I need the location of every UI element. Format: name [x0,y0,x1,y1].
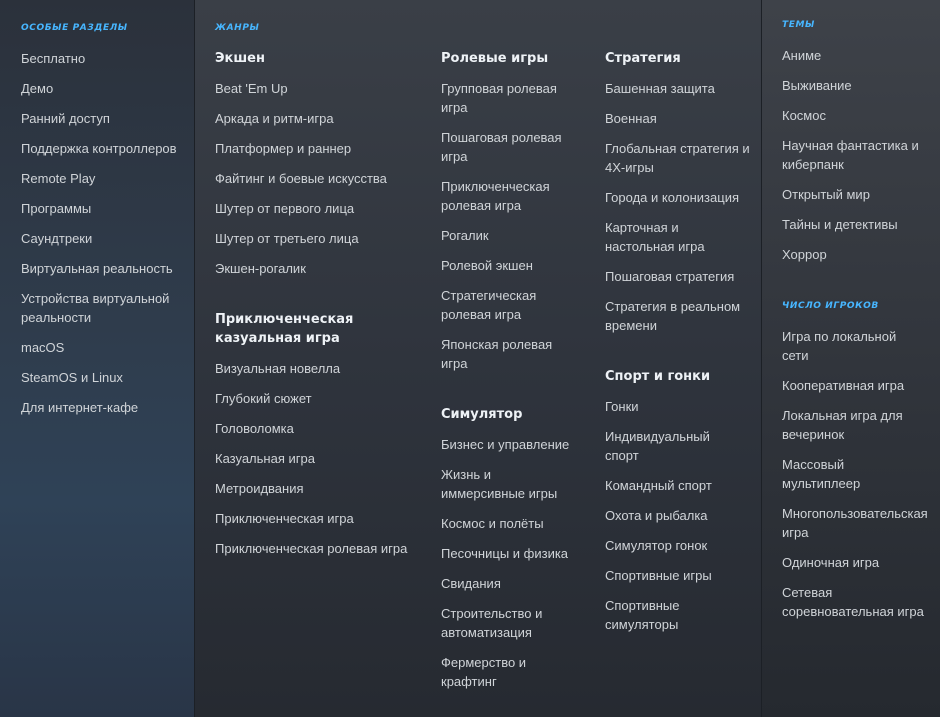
special-item-steamos-linux[interactable]: SteamOS и Linux [21,370,123,385]
genre-item-tps[interactable]: Шутер от третьего лица [215,231,359,246]
genre-item-party-rpg[interactable]: Групповая ролевая игра [441,81,557,115]
special-item-software[interactable]: Программы [21,201,92,216]
genre-item-casual[interactable]: Казуальная игра [215,451,315,466]
theme-item-scifi-cyberpunk[interactable]: Научная фантастика и киберпанк [782,138,919,172]
genre-item-business[interactable]: Бизнес и управление [441,437,570,452]
genre-item-hunting-fishing[interactable]: Охота и рыбалка [605,508,708,523]
theme-item-horror[interactable]: Хоррор [782,247,827,262]
genre-item-life-sim[interactable]: Жизнь и иммерсивные игры [441,467,558,501]
genre-item-rts[interactable]: Стратегия в реальном времени [605,299,741,333]
special-item-macos[interactable]: macOS [21,340,65,355]
genres-heading: ЖАНРЫ [215,23,260,33]
special-item-soundtracks[interactable]: Саундтреки [21,231,93,246]
genre-item-sports-sims[interactable]: Спортивные симуляторы [605,598,680,632]
players-item-coop[interactable]: Кооперативная игра [782,378,905,393]
genre-item-sports-games[interactable]: Спортивные игры [605,568,712,583]
divider [761,0,762,717]
theme-item-mystery-detective[interactable]: Тайны и детективы [782,217,898,232]
divider [194,0,195,717]
genre-item-adventure[interactable]: Приключенческая игра [215,511,354,526]
genre-item-story-rich[interactable]: Глубокий сюжет [215,391,312,406]
genre-category-strategy[interactable]: Стратегия [605,51,681,66]
genre-item-card-board[interactable]: Карточная и настольная игра [605,220,705,254]
genre-item-building-automation[interactable]: Строительство и автоматизация [441,606,543,640]
special-item-controller-support[interactable]: Поддержка контроллеров [21,141,177,156]
genre-item-platformer-runner[interactable]: Платформер и раннер [215,141,352,156]
genre-category-sports-racing[interactable]: Спорт и гонки [605,369,711,384]
theme-item-survival[interactable]: Выживание [782,78,852,93]
players-item-online-competitive[interactable]: Сетевая соревновательная игра [782,585,924,619]
genre-item-visual-novel[interactable]: Визуальная новелла [215,361,341,376]
genre-item-turn-based-rpg[interactable]: Пошаговая ролевая игра [441,130,562,164]
genre-item-jrpg[interactable]: Японская ролевая игра [441,337,553,371]
theme-item-anime[interactable]: Аниме [782,48,822,63]
genre-item-action-roguelike[interactable]: Экшен-рогалик [215,261,306,276]
genre-item-military[interactable]: Военная [605,111,657,126]
special-sections-panel [0,0,194,717]
genre-item-strategy-rpg[interactable]: Стратегическая ролевая игра [441,288,537,322]
genre-item-arcade-rhythm[interactable]: Аркада и ритм-игра [215,111,334,126]
special-item-vr[interactable]: Виртуальная реальность [21,261,173,276]
players-item-singleplayer[interactable]: Одиночная игра [782,555,880,570]
players-heading: ЧИСЛО ИГРОКОВ [782,301,879,311]
players-item-mmo[interactable]: Массовый мультиплеер [782,457,861,491]
genre-item-team-sports[interactable]: Командный спорт [605,478,712,493]
theme-item-space[interactable]: Космос [782,108,826,123]
genre-item-racing[interactable]: Гонки [605,399,639,414]
genre-item-metroidvania[interactable]: Метроидвания [215,481,304,496]
genre-item-individual-sports[interactable]: Индивидуальный спорт [605,429,710,463]
special-item-demo[interactable]: Демо [21,81,54,96]
genre-item-sandbox-physics[interactable]: Песочницы и физика [441,546,569,561]
genre-item-turn-based-strategy[interactable]: Пошаговая стратегия [605,269,735,284]
genre-category-simulator[interactable]: Симулятор [441,407,523,422]
genre-category-adventure-casual[interactable]: Приключенческая казуальная игра [215,312,354,346]
special-item-remote-play[interactable]: Remote Play [21,171,96,186]
genre-item-grand-strategy-4x[interactable]: Глобальная стратегия и 4X-игры [605,141,750,175]
players-item-multiplayer[interactable]: Многопользовательская игра [782,506,928,540]
special-item-free[interactable]: Бесплатно [21,51,86,66]
genre-item-adventure-rpg[interactable]: Приключенческая ролевая игра [215,541,408,556]
genre-item-city-colony[interactable]: Города и колонизация [605,190,739,205]
genre-item-tower-defense[interactable]: Башенная защита [605,81,715,96]
players-item-local-party[interactable]: Локальная игра для вечеринок [782,408,903,442]
genre-category-action[interactable]: Экшен [215,51,265,66]
special-item-vr-devices[interactable]: Устройства виртуальной реальности [21,291,170,325]
special-sections-heading: ОСОБЫЕ РАЗДЕЛЫ [21,23,128,33]
genre-item-fps[interactable]: Шутер от первого лица [215,201,355,216]
special-item-early-access[interactable]: Ранний доступ [21,111,110,126]
genre-category-rpg[interactable]: Ролевые игры [441,51,549,66]
genre-item-farming-crafting[interactable]: Фермерство и крафтинг [441,655,527,689]
genre-item-beat-em-up[interactable]: Beat 'Em Up [215,81,288,96]
genre-item-roguelike[interactable]: Рогалик [441,228,489,243]
theme-item-open-world[interactable]: Открытый мир [782,187,870,202]
genre-item-fighting[interactable]: Файтинг и боевые искусства [215,171,387,186]
genre-item-racing-sim[interactable]: Симулятор гонок [605,538,708,553]
themes-heading: ТЕМЫ [782,20,815,30]
special-item-internet-cafe[interactable]: Для интернет-кафе [21,400,139,415]
genre-item-space-flight[interactable]: Космос и полёты [441,516,544,531]
players-item-lan[interactable]: Игра по локальной сети [782,329,897,363]
genre-item-dating[interactable]: Свидания [441,576,501,591]
genre-item-puzzle[interactable]: Головоломка [215,421,294,436]
genre-item-action-rpg[interactable]: Ролевой экшен [441,258,533,273]
genre-item-adventure-rpg-2[interactable]: Приключенческая ролевая игра [441,179,550,213]
